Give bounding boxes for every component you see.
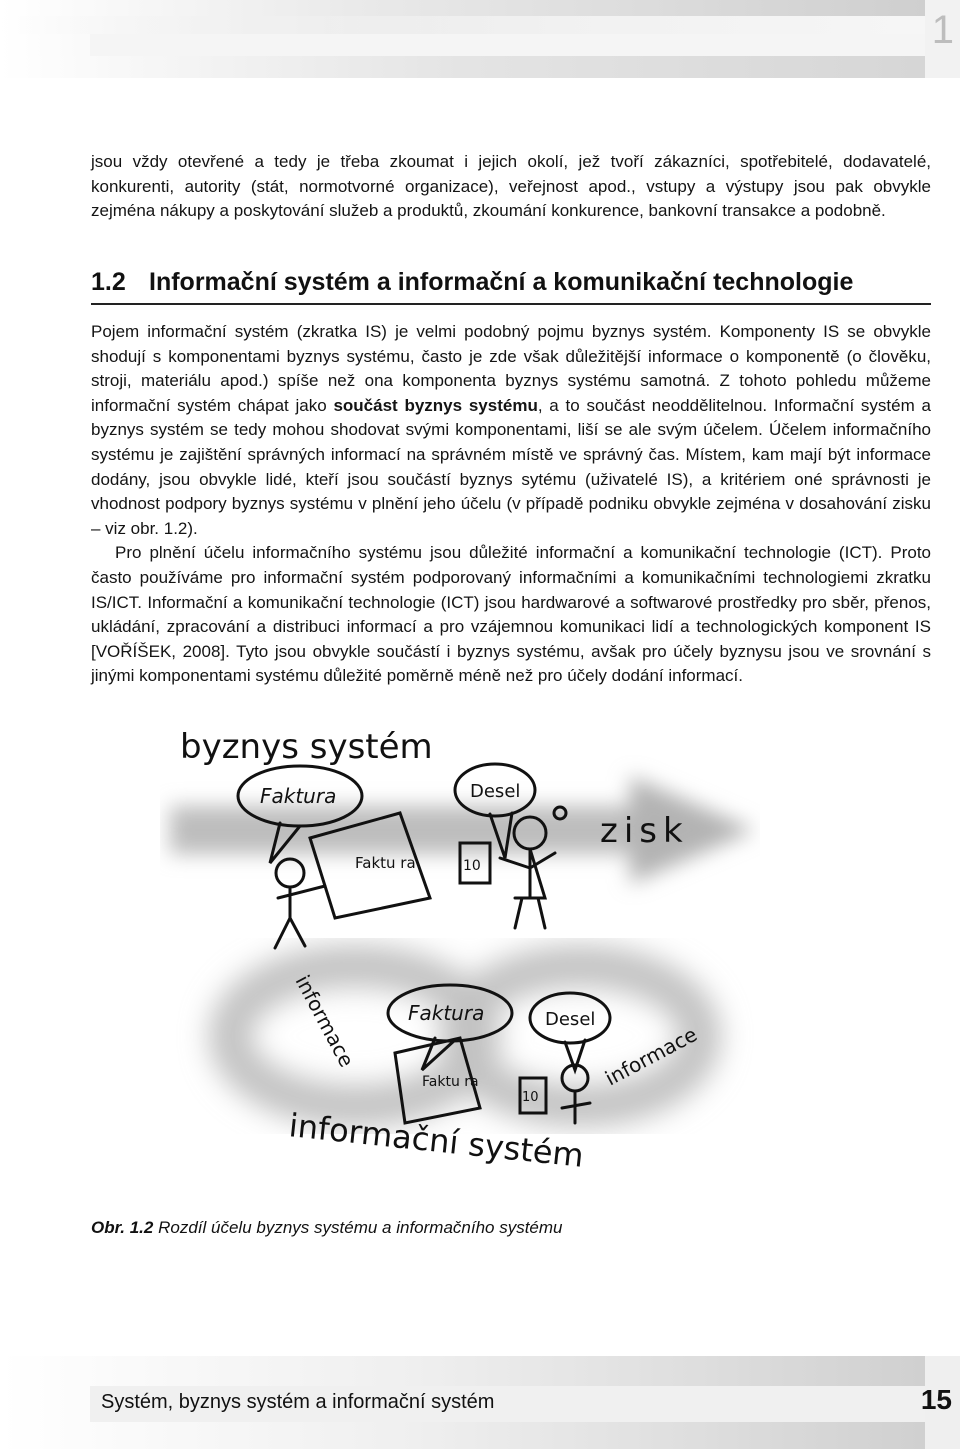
p2-text: Pro plnění účelu informačního systému jsou důležité informační a komunikační technologie (ICT). Proto často používáme pro informační systém podporovaný informačními a komunikačními technologiemi zkratku IS/ICT. Informační a komunikační technologie (ICT) jsou hardwarové a softwarové prostředky pro sběr, přenos, ukládání, zpracování a distribuci informací a pro vzájemnou komunikaci lidí a technologických komponent IS [VOŘÍŠEK, 2008]. Tyto jsou obvykle součástí i byznys systému, avšak pro účely byznysu jsou ve srovnání s jinými komponentami systému důležité poměrně méně než pro účely dodání informací. — [91, 543, 931, 686]
intro-paragraph: jsou vždy otevřené a tedy je třeba zkoumat i jejich okolí, jež tvoří zákazníci, spotřebitelé, dodavatelé, konkurenti, autority (stát, normotvorné organizace), veřejnost apod., vstupy a výstupy jsou pak obvykle zejména nákupy a poskytování služeb a produktů, zkoumání konkurence, bankovní transakce a podobně. — [91, 152, 931, 221]
header-stripe — [0, 16, 925, 34]
body-text — [91, 320, 931, 689]
bubble-text: Desel — [470, 781, 521, 802]
section-title: Informační systém a informační a komunikační technologie — [149, 268, 854, 296]
figure-bottom-title: informační systém — [287, 1106, 586, 1175]
p1-emphasis: součást byznys systému — [333, 395, 538, 415]
figure-top-title: byznys systém — [180, 727, 433, 767]
chapter-number: 1 — [931, 8, 954, 52]
loop-label: informace — [290, 971, 359, 1072]
bubble-text: Faktura — [260, 784, 337, 808]
body-paragraph-1 — [91, 320, 931, 541]
figure-caption — [91, 1218, 563, 1238]
bubble-text: Faktura — [408, 1001, 485, 1025]
section-heading — [91, 268, 931, 305]
note-text: 10 — [522, 1090, 539, 1105]
figure-sketch — [160, 718, 760, 1193]
arrow-label: zisk — [600, 811, 689, 851]
header-stripe — [0, 56, 925, 78]
paper-text: Faktu ra — [355, 854, 416, 872]
bubble-text: Desel — [545, 1009, 596, 1030]
p1-text: Pojem informační systém (zkratka IS) je velmi podobný pojmu byznys systém. Komponenty IS se obvykle shodují s komponentami byznys systému, často je zde však důležitější informace o komponentě (o člověku, stroji, materiálu apod.) spíše než ona komponenta byznys systému samotná. Z tohoto pohledu můžeme informační systém chápat jako — [91, 322, 931, 415]
footer-title: Systém, byznys systém a informační systém — [101, 1391, 495, 1413]
caption-label: Obr. 1.2 — [91, 1218, 154, 1237]
chapter-tab — [925, 0, 960, 78]
body-paragraph-2 — [91, 541, 931, 689]
paper-text: Faktu ra — [422, 1074, 479, 1090]
sketch-illustration — [160, 718, 760, 1193]
header-stripe — [90, 34, 925, 56]
p1-text-cont: , a to součást neoddělitelnou. Informační systém a byznys systém se tedy mohou shodovat svými komponentami, liší se ale svým účelem. Účelem informačního systému je zajištění správných informací na správném místě ve správný čas. Místem, kam mají být informace dodány, jsou obvykle lidé, kteří jsou součástí byznys sytému (uživatelé IS), a kritériem oné správnosti je vhodnost podpory byznys systému v plnění jeho účelu (v případě podniku obvykle zejména v dosahování zisku – viz obr. 1.2). — [91, 395, 931, 538]
note-text: 10 — [463, 858, 481, 874]
caption-text: Rozdíl účelu byznys systému a informačního systému — [158, 1218, 563, 1237]
loop-label: informace — [601, 1022, 702, 1091]
page-number: 15 — [920, 1384, 952, 1415]
section-number: 1.2 — [91, 268, 126, 296]
